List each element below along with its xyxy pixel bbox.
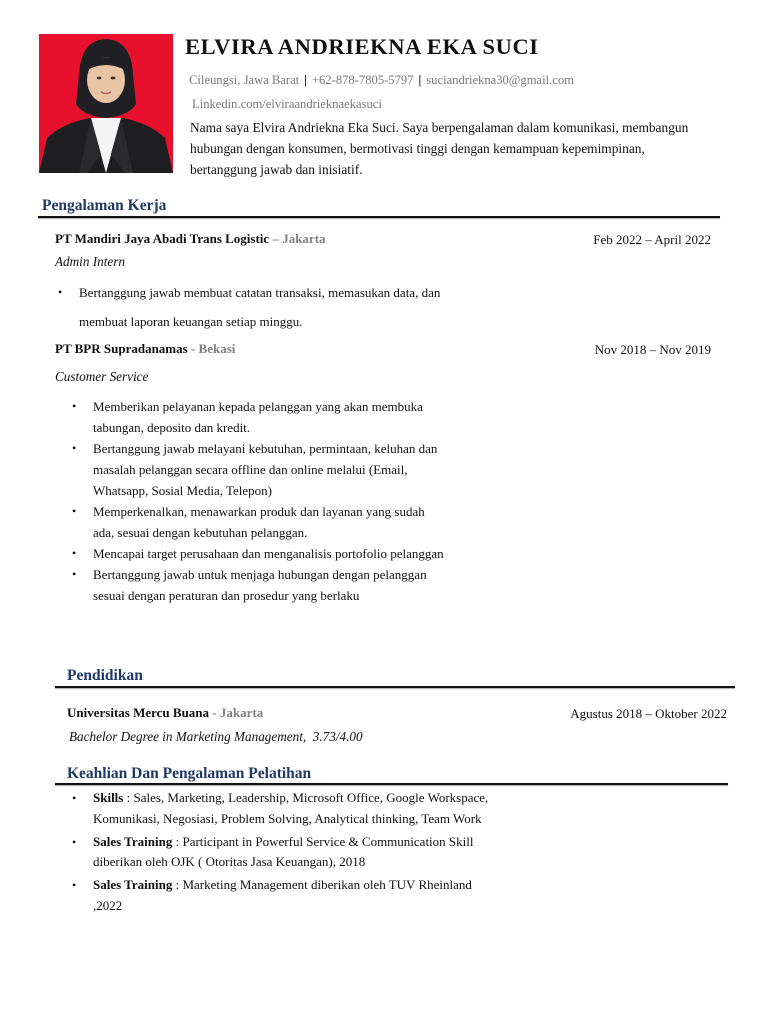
company-name: PT BPR Supradanamas — [55, 341, 188, 356]
skill-label: Sales Training — [93, 877, 173, 893]
duty-text: Mencapai target perusahaan dan menganalisis portofolio pelanggan — [93, 546, 444, 561]
job-period: Nov 2018 – Nov 2019 — [594, 342, 711, 357]
bullet-icon: • — [72, 834, 77, 849]
list-item — [69, 396, 449, 438]
section-title-experience: Pengalaman Kerja — [42, 197, 167, 214]
duty-text: Memberikan pelayanan kepada pelanggan yang akan membuka tabungan, deposito dan kredit. — [93, 399, 423, 435]
list-item — [69, 438, 449, 501]
location-text: Cileungsi, Jawa Barat — [189, 73, 300, 87]
company-name: PT Mandiri Jaya Abadi Trans Logistic — [55, 231, 270, 246]
candidate-name: ELVIRA ANDRIEKNA EKA SUCI — [185, 34, 539, 59]
profile-summary: Nama saya Elvira Andriekna Eka Suci. Saya berpengalaman dalam komunikasi, membangun hubungan dengan konsumen, bermotivasi tinggi dengan kemampuan kepemimpinan, bertanggung jawab dan inisiatif. — [190, 120, 689, 177]
contact-separator: | — [418, 73, 422, 87]
bullet-icon: • — [72, 546, 77, 560]
bullet-icon: • — [72, 567, 77, 581]
school-location: - Jakarta — [209, 705, 264, 720]
bullet-icon: • — [72, 504, 77, 518]
duty-text: Bertanggung jawab membuat catatan transaksi, memasukan data, dan membuat laporan keuangan setiap minggu. — [79, 285, 441, 329]
bullet-icon: • — [72, 399, 77, 413]
list-item — [55, 278, 455, 336]
education-org — [67, 705, 263, 721]
bullet-icon: • — [72, 441, 77, 455]
job-duties — [69, 396, 449, 606]
education-degree: Bachelor Degree in Marketing Management, 3.73/4.00 — [69, 729, 363, 744]
duty-text: Bertanggung jawab melayani kebutuhan, permintaan, keluhan dan masalah pelanggan secara offline dan online melalui (Email, Whatsapp, Sosial Media, Telepon) — [93, 441, 438, 498]
job-role: Customer Service — [55, 369, 149, 384]
bullet-icon: • — [58, 285, 63, 299]
skill-label: Sales Training — [93, 833, 173, 849]
linkedin-link[interactable]: Linkedin.com/elviraandrieknaekasuci — [192, 97, 382, 111]
duty-text: Memperkenalkan, menawarkan produk dan layanan yang sudah ada, sesuai dengan kebutuhan pelanggan. — [93, 504, 425, 540]
skill-text: : Sales, Marketing, Leadership, Microsoft Office, Google Workspace, Komunikasi, Negosiasi, Problem Solving, Analytical thinking, Team Work — [93, 790, 489, 826]
list-item — [69, 543, 449, 564]
email-text[interactable]: suciandriekna30@gmail.com — [426, 73, 574, 87]
company-location: - Bekasi — [187, 341, 236, 356]
phone-text: +62-878-7805-5797 — [311, 73, 414, 87]
list-item — [69, 875, 489, 917]
job-duties — [55, 278, 455, 336]
job-org — [55, 231, 326, 247]
section-title-education: Pendidikan — [67, 667, 143, 684]
education-period: Agustus 2018 – Oktober 2022 — [570, 706, 727, 721]
job-period: Feb 2022 – April 2022 — [593, 232, 711, 247]
skill-text: : Marketing Management diberikan oleh TUV Rheinland ,2022 — [93, 877, 472, 913]
skill-label: Skills — [93, 790, 124, 805]
list-item — [69, 564, 449, 606]
school-name: Universitas Mercu Buana — [67, 705, 210, 720]
section-divider — [55, 686, 735, 688]
list-item — [69, 788, 489, 830]
duty-text: Bertanggung jawab untuk menjaga hubungan dengan pelanggan sesuai dengan peraturan dan prosedur yang berlaku — [93, 567, 427, 603]
job-role: Admin Intern — [55, 254, 125, 269]
profile-photo — [39, 34, 173, 173]
contact-separator: | — [304, 73, 307, 87]
contact-line — [189, 73, 574, 88]
bullet-icon: • — [72, 878, 77, 893]
list-item — [69, 501, 449, 543]
skill-text: : Participant in Powerful Service & Communication Skill diberikan oleh OJK ( Otoritas Jasa Keuangan), 2018 — [93, 833, 474, 870]
section-divider — [55, 783, 728, 785]
bullet-icon: • — [72, 791, 77, 805]
section-divider — [38, 216, 720, 218]
company-location: – Jakarta — [269, 231, 326, 246]
section-title-skills: Keahlian Dan Pengalaman Pelatihan — [67, 765, 312, 782]
job-org — [55, 341, 235, 357]
skills-list — [69, 788, 489, 917]
list-item — [69, 832, 489, 874]
